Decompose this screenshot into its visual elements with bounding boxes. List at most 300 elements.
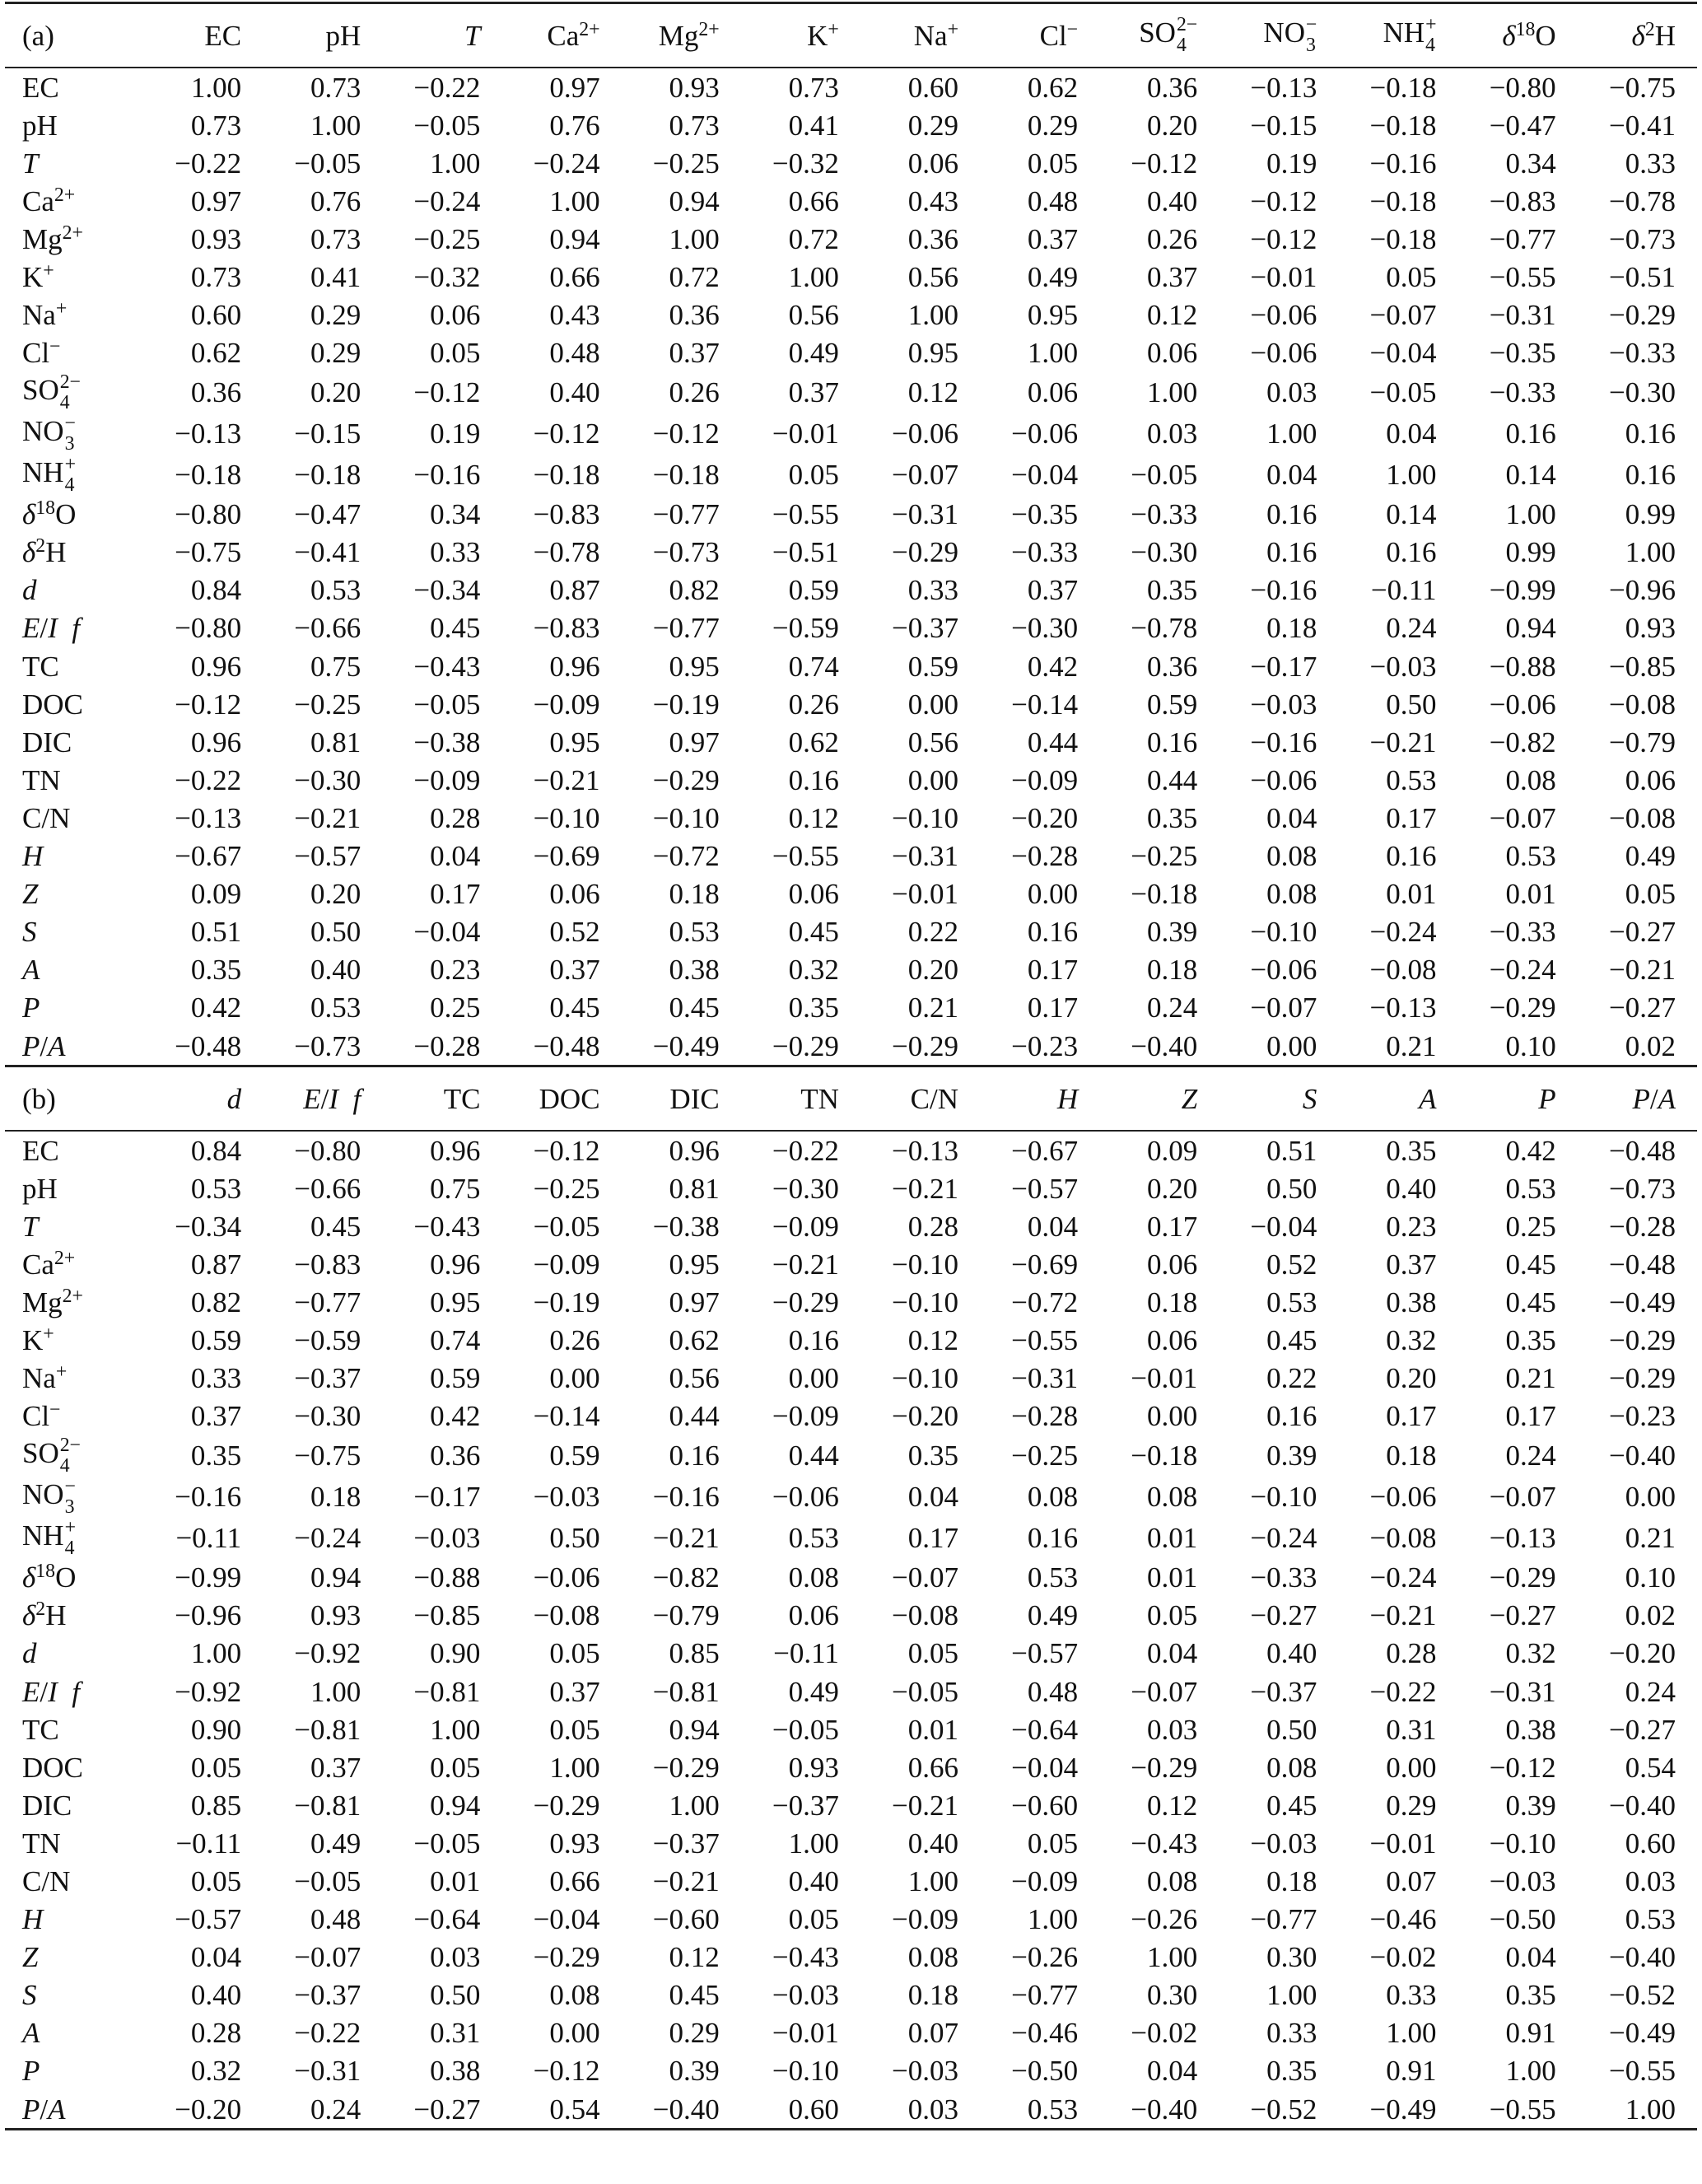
correlation-cell: −0.05 bbox=[413, 688, 481, 721]
correlation-cell: 0.36 bbox=[1147, 71, 1198, 104]
correlation-cell: 0.01 bbox=[907, 1713, 958, 1746]
row-label-cl: Cl− bbox=[22, 336, 61, 370]
correlation-cell: 0.45 bbox=[669, 1979, 720, 2012]
table-row bbox=[5, 1710, 1697, 1748]
correlation-cell: −0.35 bbox=[1489, 337, 1556, 370]
correlation-cell: −0.29 bbox=[891, 536, 958, 569]
correlation-cell: 0.24 bbox=[1386, 612, 1437, 645]
table-row bbox=[5, 496, 1697, 534]
correlation-cell: −0.10 bbox=[1250, 1481, 1317, 1514]
correlation-cell: −0.15 bbox=[1250, 109, 1317, 142]
correlation-cell: −0.33 bbox=[1250, 1561, 1317, 1594]
correlation-cell: 0.03 bbox=[430, 1941, 481, 1974]
table-row bbox=[5, 799, 1697, 837]
row-label-ca2: $Ca^{2+}$ bbox=[22, 184, 76, 217]
row-label-a: A bbox=[22, 2017, 40, 2050]
correlation-cell: 0.03 bbox=[1147, 418, 1198, 450]
correlation-cell: −0.29 bbox=[1609, 1324, 1676, 1357]
correlation-cell: −0.85 bbox=[1609, 650, 1676, 683]
correlation-cell: −0.12 bbox=[533, 418, 600, 450]
correlation-cell: 0.26 bbox=[788, 688, 839, 721]
correlation-cell: 0.29 bbox=[1027, 109, 1079, 142]
column-header-c-n: C/N bbox=[860, 1066, 980, 1132]
table-row bbox=[5, 723, 1697, 761]
correlation-cell: −0.85 bbox=[413, 1599, 481, 1632]
correlation-cell: −0.03 bbox=[533, 1481, 600, 1514]
correlation-cell: −0.31 bbox=[891, 840, 958, 873]
correlation-cell: −0.43 bbox=[413, 1210, 481, 1243]
correlation-cell: 0.34 bbox=[1505, 147, 1556, 180]
correlation-cell: 0.21 bbox=[1338, 1027, 1457, 1066]
correlation-cell: 0.96 bbox=[190, 650, 242, 683]
correlation-cell: −0.79 bbox=[1609, 726, 1676, 758]
correlation-cell: −0.30 bbox=[294, 1400, 361, 1433]
correlation-cell: 0.36 bbox=[1147, 650, 1198, 683]
correlation-cell: 0.60 bbox=[190, 299, 242, 332]
correlation-cell: 0.32 bbox=[1386, 1324, 1437, 1357]
correlation-cell: 0.40 bbox=[1266, 1637, 1317, 1670]
correlation-cell: 0.18 bbox=[1266, 612, 1317, 645]
correlation-cell: 0.66 bbox=[549, 1865, 600, 1898]
correlation-cell: −0.10 bbox=[891, 1286, 958, 1318]
correlation-cell: −0.21 bbox=[891, 1789, 958, 1822]
correlation-cell: 0.73 bbox=[310, 222, 361, 255]
correlation-cell: −0.03 bbox=[1250, 688, 1317, 721]
correlation-cell: −0.22 bbox=[413, 71, 481, 104]
correlation-cell: 0.16 bbox=[788, 1324, 839, 1357]
row-label-z: Z bbox=[22, 878, 39, 911]
correlation-cell: −0.05 bbox=[891, 1675, 958, 1708]
header-row bbox=[5, 3, 1697, 68]
table-row bbox=[5, 1360, 1697, 1398]
correlation-cell: 0.90 bbox=[430, 1637, 481, 1670]
correlation-cell: 0.96 bbox=[430, 1248, 481, 1281]
table-row bbox=[5, 1673, 1697, 1710]
correlation-cell: −0.75 bbox=[294, 1440, 361, 1472]
correlation-cell: −0.55 bbox=[772, 840, 839, 873]
correlation-cell: 0.50 bbox=[1266, 1172, 1317, 1205]
correlation-cell: 0.59 bbox=[190, 1324, 242, 1357]
column-header-doc: DOC bbox=[501, 1066, 621, 1132]
correlation-cell: 0.96 bbox=[549, 650, 600, 683]
correlation-cell: −0.32 bbox=[413, 261, 481, 294]
correlation-cell: −0.09 bbox=[533, 688, 600, 721]
correlation-cell: 0.87 bbox=[549, 574, 600, 607]
correlation-cell: 0.34 bbox=[430, 498, 481, 531]
correlation-cell: −0.29 bbox=[1489, 992, 1556, 1024]
correlation-cell: −0.16 bbox=[1369, 147, 1437, 180]
correlation-cell: 0.03 bbox=[860, 2090, 980, 2130]
correlation-cell: −0.48 bbox=[1609, 1134, 1676, 1167]
correlation-cell: 0.28 bbox=[1386, 1637, 1437, 1670]
correlation-cell: −0.24 bbox=[1250, 1522, 1317, 1555]
correlation-cell: 0.35 bbox=[1147, 801, 1198, 834]
correlation-cell: −0.21 bbox=[1369, 1599, 1437, 1632]
column-header-ec: EC bbox=[143, 3, 263, 68]
correlation-cell: −0.11 bbox=[773, 1637, 839, 1670]
correlation-cell: 0.04 bbox=[1505, 1941, 1556, 1974]
correlation-cell: −0.40 bbox=[1609, 1789, 1676, 1822]
correlation-cell: −0.31 bbox=[1011, 1362, 1079, 1395]
correlation-cell: −0.55 bbox=[1609, 2055, 1676, 2088]
correlation-cell: 0.40 bbox=[310, 954, 361, 987]
correlation-cell: 0.38 bbox=[1505, 1713, 1556, 1746]
correlation-cell: 0.73 bbox=[788, 71, 839, 104]
correlation-cell: 0.06 bbox=[907, 147, 958, 180]
correlation-cell: −0.77 bbox=[1489, 222, 1556, 255]
correlation-cell: −0.49 bbox=[1609, 2017, 1676, 2050]
correlation-cell: 0.29 bbox=[907, 109, 958, 142]
correlation-cell: −0.31 bbox=[294, 2055, 361, 2088]
row-label-so4-2: SO 2− 4 bbox=[22, 371, 82, 413]
column-header-dic: DIC bbox=[622, 1066, 741, 1132]
correlation-cell: 0.04 bbox=[430, 840, 481, 873]
correlation-cell: 0.53 bbox=[980, 2090, 1099, 2130]
correlation-cell: −0.03 bbox=[413, 1522, 481, 1555]
table-row bbox=[5, 334, 1697, 372]
row-label-p-a: P/A bbox=[5, 2090, 143, 2130]
correlation-cell: −0.40 bbox=[1099, 1027, 1219, 1066]
correlation-cell: 0.37 bbox=[190, 1400, 242, 1433]
correlation-cell: 0.62 bbox=[669, 1324, 720, 1357]
correlation-cell: 0.84 bbox=[190, 574, 242, 607]
correlation-cell: 0.06 bbox=[1027, 376, 1079, 409]
correlation-cell: −0.75 bbox=[1609, 71, 1676, 104]
correlation-cell: 0.59 bbox=[430, 1362, 481, 1395]
correlation-cell: −0.49 bbox=[622, 1027, 741, 1066]
correlation-cell: −0.27 bbox=[382, 2090, 501, 2130]
correlation-cell: −0.11 bbox=[1370, 574, 1437, 607]
correlation-cell: −0.04 bbox=[413, 916, 481, 949]
correlation-cell: −0.67 bbox=[175, 840, 242, 873]
correlation-cell: −0.06 bbox=[772, 1481, 839, 1514]
correlation-cell: 0.03 bbox=[1266, 376, 1317, 409]
correlation-cell: −0.12 bbox=[1250, 222, 1317, 255]
correlation-cell: 0.04 bbox=[1386, 418, 1437, 450]
correlation-cell: −0.31 bbox=[1489, 1675, 1556, 1708]
correlation-cell: −0.48 bbox=[1609, 1248, 1676, 1281]
column-header-na: Na+ bbox=[860, 3, 980, 68]
row-label-ph: pH bbox=[22, 109, 58, 142]
correlation-cell: −0.55 bbox=[1458, 2090, 1578, 2130]
correlation-cell: 0.35 bbox=[788, 992, 839, 1024]
correlation-cell: −0.18 bbox=[1369, 109, 1437, 142]
correlation-cell: 0.45 bbox=[1505, 1286, 1556, 1318]
correlation-cell: 0.18 bbox=[669, 878, 720, 911]
correlation-cell: 0.43 bbox=[907, 184, 958, 217]
correlation-cell: −0.26 bbox=[1011, 1941, 1079, 1974]
correlation-cell: −0.77 bbox=[1011, 1979, 1079, 2012]
correlation-cell: −0.29 bbox=[741, 1027, 860, 1066]
correlation-cell: −0.01 bbox=[772, 2017, 839, 2050]
correlation-cell: 0.16 bbox=[1266, 1400, 1317, 1433]
correlation-cell: 1.00 bbox=[1505, 2055, 1556, 2088]
correlation-cell: 0.33 bbox=[1386, 1979, 1437, 2012]
correlation-cell: 0.53 bbox=[190, 1172, 242, 1205]
correlation-cell: 0.32 bbox=[788, 954, 839, 987]
correlation-cell: −0.06 bbox=[1250, 337, 1317, 370]
correlation-cell: −0.10 bbox=[772, 2055, 839, 2088]
correlation-cell: −0.09 bbox=[1011, 763, 1079, 796]
correlation-cell: 0.18 bbox=[310, 1481, 361, 1514]
correlation-cell: −0.27 bbox=[1250, 1599, 1317, 1632]
correlation-cell: 0.37 bbox=[1027, 222, 1079, 255]
correlation-cell: −0.11 bbox=[175, 1827, 242, 1860]
correlation-cell: 0.75 bbox=[310, 650, 361, 683]
correlation-cell: −0.02 bbox=[1131, 2017, 1198, 2050]
column-header-p-a: P/A bbox=[1578, 1066, 1697, 1132]
correlation-cell: 0.41 bbox=[788, 109, 839, 142]
table-row bbox=[5, 1027, 1697, 1066]
row-label-p: P bbox=[22, 2055, 40, 2088]
correlation-cell: 0.09 bbox=[1147, 1134, 1198, 1167]
correlation-cell: 0.01 bbox=[1386, 878, 1437, 911]
correlation-cell: 0.96 bbox=[430, 1134, 481, 1167]
column-header-nh4: NH + 4 bbox=[1338, 3, 1457, 68]
correlation-cell: 0.99 bbox=[1505, 536, 1556, 569]
correlation-cell: −0.51 bbox=[772, 536, 839, 569]
correlation-cell: −0.34 bbox=[413, 574, 481, 607]
row-label-tc: TC bbox=[22, 1713, 59, 1746]
correlation-cell: 0.95 bbox=[549, 726, 600, 758]
correlation-cell: 0.05 bbox=[788, 1903, 839, 1936]
table-row bbox=[5, 685, 1697, 723]
correlation-cell: 0.29 bbox=[1386, 1789, 1437, 1822]
correlation-cell: −0.21 bbox=[533, 763, 600, 796]
correlation-cell: 1.00 bbox=[1266, 1979, 1317, 2012]
correlation-cell: 0.30 bbox=[1147, 1979, 1198, 2012]
correlation-cell: −0.29 bbox=[533, 1941, 600, 1974]
correlation-cell: 0.45 bbox=[788, 916, 839, 949]
correlation-cell: −0.01 bbox=[1250, 261, 1317, 294]
row-label-doc: DOC bbox=[22, 688, 83, 721]
correlation-cell: 0.60 bbox=[907, 71, 958, 104]
table-row bbox=[5, 1824, 1697, 1862]
correlation-cell: −0.24 bbox=[533, 147, 600, 180]
correlation-cell: 0.01 bbox=[430, 1865, 481, 1898]
correlation-cell: 0.23 bbox=[1386, 1210, 1437, 1243]
correlation-cell: 0.08 bbox=[1266, 1751, 1317, 1784]
panel-label: (a) bbox=[5, 3, 143, 68]
correlation-cell: −0.28 bbox=[382, 1027, 501, 1066]
table-row bbox=[5, 1283, 1697, 1321]
correlation-table bbox=[5, 2, 1697, 2130]
row-label-s: S bbox=[22, 1979, 37, 2012]
correlation-cell: −0.52 bbox=[1609, 1979, 1676, 2012]
correlation-cell: −0.50 bbox=[1011, 2055, 1079, 2088]
correlation-cell: 1.00 bbox=[907, 1865, 958, 1898]
correlation-cell: −0.20 bbox=[143, 2090, 263, 2130]
column-header-e-i-f: E/I f bbox=[263, 1066, 382, 1132]
correlation-cell: 0.05 bbox=[1027, 1827, 1079, 1860]
correlation-cell: −0.80 bbox=[175, 498, 242, 531]
correlation-cell: 0.45 bbox=[669, 992, 720, 1024]
correlation-cell: 0.09 bbox=[190, 878, 242, 911]
correlation-cell: −0.27 bbox=[1609, 916, 1676, 949]
correlation-cell: 1.00 bbox=[1625, 536, 1676, 569]
correlation-cell: −0.18 bbox=[1369, 222, 1437, 255]
correlation-cell: −0.05 bbox=[1131, 459, 1198, 492]
correlation-cell: −0.12 bbox=[1131, 147, 1198, 180]
correlation-cell: −0.78 bbox=[1131, 612, 1198, 645]
correlation-cell: 0.35 bbox=[1266, 2055, 1317, 2088]
correlation-cell: −0.10 bbox=[652, 801, 720, 834]
correlation-cell: 0.05 bbox=[1027, 147, 1079, 180]
correlation-cell: −0.05 bbox=[772, 1713, 839, 1746]
correlation-cell: −0.83 bbox=[533, 498, 600, 531]
correlation-cell: −0.07 bbox=[294, 1941, 361, 1974]
correlation-cell: 0.05 bbox=[788, 459, 839, 492]
correlation-cell: 0.75 bbox=[430, 1172, 481, 1205]
correlation-cell: −0.79 bbox=[652, 1599, 720, 1632]
correlation-cell: 0.54 bbox=[501, 2090, 621, 2130]
correlation-cell: −0.17 bbox=[1250, 650, 1317, 683]
correlation-cell: 0.37 bbox=[1386, 1248, 1437, 1281]
correlation-cell: 0.00 bbox=[1027, 878, 1079, 911]
correlation-cell: −0.92 bbox=[175, 1675, 242, 1708]
correlation-cell: −0.81 bbox=[294, 1713, 361, 1746]
correlation-cell: −0.07 bbox=[1489, 801, 1556, 834]
correlation-cell: 0.20 bbox=[1147, 109, 1198, 142]
correlation-cell: −0.28 bbox=[1011, 1400, 1079, 1433]
correlation-cell: 0.25 bbox=[1505, 1210, 1556, 1243]
correlation-cell: 0.16 bbox=[788, 763, 839, 796]
row-label-no3: NO − 3 bbox=[22, 1475, 76, 1518]
correlation-cell: −0.05 bbox=[294, 1865, 361, 1898]
correlation-cell: −0.15 bbox=[294, 418, 361, 450]
correlation-cell: −0.30 bbox=[294, 763, 361, 796]
correlation-cell: 0.00 bbox=[1386, 1751, 1437, 1784]
correlation-cell: −0.51 bbox=[1609, 261, 1676, 294]
correlation-cell: 0.07 bbox=[907, 2017, 958, 2050]
correlation-cell: 1.00 bbox=[1027, 337, 1079, 370]
correlation-cell: 0.16 bbox=[1027, 916, 1079, 949]
correlation-cell: 0.59 bbox=[788, 574, 839, 607]
panel-a bbox=[5, 3, 1697, 1066]
correlation-cell: 0.08 bbox=[1147, 1481, 1198, 1514]
correlation-cell: 0.97 bbox=[549, 71, 600, 104]
correlation-cell: −0.13 bbox=[175, 418, 242, 450]
correlation-cell: 0.18 bbox=[1266, 1865, 1317, 1898]
correlation-cell: 0.33 bbox=[430, 536, 481, 569]
correlation-cell: −0.01 bbox=[1131, 1362, 1198, 1395]
table-row bbox=[5, 761, 1697, 799]
correlation-cell: 0.38 bbox=[430, 2055, 481, 2088]
correlation-cell: −0.25 bbox=[533, 1172, 600, 1205]
correlation-cell: 0.72 bbox=[669, 261, 720, 294]
correlation-cell: −0.38 bbox=[652, 1210, 720, 1243]
correlation-cell: −0.18 bbox=[1131, 1440, 1198, 1472]
table-row bbox=[5, 106, 1697, 144]
correlation-cell: 0.50 bbox=[1266, 1713, 1317, 1746]
row-label-ec: EC bbox=[22, 1134, 59, 1167]
correlation-cell: 0.44 bbox=[1027, 726, 1079, 758]
column-header-t: T bbox=[382, 3, 501, 68]
correlation-cell: 0.95 bbox=[1027, 299, 1079, 332]
correlation-cell: 0.05 bbox=[430, 337, 481, 370]
correlation-cell: −0.37 bbox=[891, 612, 958, 645]
correlation-cell: 0.05 bbox=[549, 1713, 600, 1746]
correlation-cell: 0.53 bbox=[1386, 763, 1437, 796]
correlation-cell: 0.24 bbox=[1505, 1440, 1556, 1472]
correlation-cell: 0.60 bbox=[741, 2090, 860, 2130]
table-row bbox=[5, 1862, 1697, 1900]
correlation-cell: 0.08 bbox=[1266, 878, 1317, 911]
correlation-cell: 0.21 bbox=[1505, 1362, 1556, 1395]
row-label-a: A bbox=[22, 954, 40, 987]
correlation-cell: −0.13 bbox=[1369, 992, 1437, 1024]
table-row bbox=[5, 1131, 1697, 1169]
correlation-cell: 0.51 bbox=[190, 916, 242, 949]
correlation-cell: −0.07 bbox=[891, 459, 958, 492]
correlation-cell: 0.16 bbox=[1147, 726, 1198, 758]
correlation-cell: 0.48 bbox=[549, 337, 600, 370]
correlation-cell: 0.35 bbox=[1505, 1324, 1556, 1357]
correlation-cell: −0.99 bbox=[175, 1561, 242, 1594]
correlation-cell: −0.49 bbox=[1338, 2090, 1457, 2130]
correlation-cell: 0.42 bbox=[190, 992, 242, 1024]
correlation-cell: −0.03 bbox=[1489, 1865, 1556, 1898]
correlation-cell: −0.17 bbox=[413, 1481, 481, 1514]
correlation-cell: −0.27 bbox=[1609, 1713, 1676, 1746]
correlation-cell: 0.90 bbox=[190, 1713, 242, 1746]
correlation-cell: 0.74 bbox=[788, 650, 839, 683]
correlation-cell: 0.17 bbox=[1027, 954, 1079, 987]
correlation-cell: 0.93 bbox=[310, 1599, 361, 1632]
row-label-so4-2: SO 2− 4 bbox=[22, 1434, 82, 1477]
table-row bbox=[5, 220, 1697, 258]
correlation-cell: 0.16 bbox=[1625, 459, 1676, 492]
correlation-cell: 0.24 bbox=[1147, 992, 1198, 1024]
correlation-cell: −0.29 bbox=[533, 1789, 600, 1822]
correlation-cell: 0.82 bbox=[190, 1286, 242, 1318]
correlation-cell: 0.42 bbox=[430, 1400, 481, 1433]
correlation-cell: −0.77 bbox=[652, 498, 720, 531]
correlation-cell: −0.04 bbox=[1369, 337, 1437, 370]
correlation-cell: −0.22 bbox=[294, 2017, 361, 2050]
correlation-cell: 0.66 bbox=[788, 184, 839, 217]
correlation-cell: 0.50 bbox=[1386, 688, 1437, 721]
correlation-cell: 0.21 bbox=[907, 992, 958, 1024]
correlation-cell: −0.83 bbox=[533, 612, 600, 645]
table-row bbox=[5, 1635, 1697, 1673]
correlation-cell: −0.07 bbox=[1131, 1675, 1198, 1708]
correlation-cell: −0.31 bbox=[1489, 299, 1556, 332]
correlation-cell: −0.43 bbox=[772, 1941, 839, 1974]
correlation-cell: −0.09 bbox=[413, 763, 481, 796]
correlation-cell: 0.44 bbox=[788, 1440, 839, 1472]
correlation-cell: 0.53 bbox=[788, 1522, 839, 1555]
correlation-cell: −0.10 bbox=[891, 1362, 958, 1395]
correlation-cell: 0.81 bbox=[669, 1172, 720, 1205]
correlation-cell: −0.18 bbox=[175, 459, 242, 492]
correlation-cell: −0.23 bbox=[1609, 1400, 1676, 1433]
correlation-cell: −0.10 bbox=[891, 801, 958, 834]
column-header-s: S bbox=[1219, 1066, 1338, 1132]
correlation-cell: 0.10 bbox=[1625, 1561, 1676, 1594]
correlation-cell: 0.17 bbox=[1147, 1210, 1198, 1243]
correlation-cell: 0.18 bbox=[1147, 1286, 1198, 1318]
correlation-cell: 0.00 bbox=[1147, 1400, 1198, 1433]
correlation-cell: 0.37 bbox=[788, 376, 839, 409]
correlation-cell: −0.29 bbox=[1609, 1362, 1676, 1395]
correlation-cell: 0.31 bbox=[430, 2017, 481, 2050]
table-row bbox=[5, 1518, 1697, 1559]
correlation-cell: 0.45 bbox=[1505, 1248, 1556, 1281]
correlation-cell: −0.06 bbox=[533, 1561, 600, 1594]
correlation-cell: −0.04 bbox=[1250, 1210, 1317, 1243]
correlation-cell: 0.94 bbox=[1505, 612, 1556, 645]
